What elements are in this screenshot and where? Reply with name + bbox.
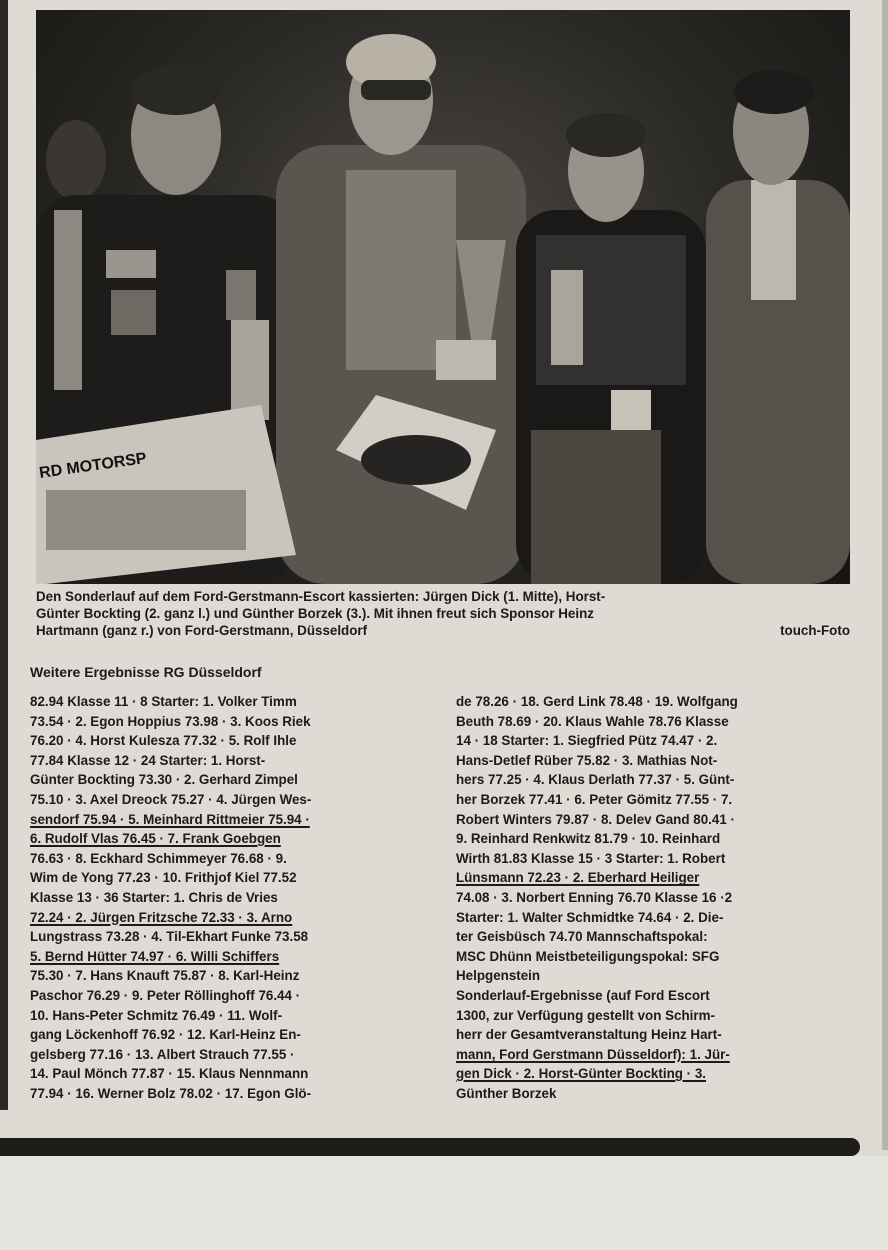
result-line: 72.24 · 2. Jürgen Fritzsche 72.33 · 3. Arno (30, 909, 293, 925)
photo-caption (36, 588, 850, 639)
caption-line: Günter Bockting (2. ganz l.) und Günther Borzek (3.). Mit ihnen freut sich Sponsor Heinz (36, 606, 594, 621)
article-heading: Weitere Ergebnisse RG Düsseldorf (30, 664, 262, 680)
article-column-right (456, 692, 848, 1103)
result-line: gang Löckenhoff 76.92 · 12. Karl-Heinz En- (30, 1027, 301, 1043)
result-line: 1300, zur Verfügung gestellt von Schirm- (456, 1007, 715, 1023)
clipping-left-edge (0, 0, 8, 1110)
result-line: Wirth 81.83 Klasse 15 · 3 Starter: 1. Robert (456, 850, 726, 866)
result-line: 76.20 · 4. Horst Kulesza 77.32 · 5. Rolf Ihle (30, 733, 297, 749)
article-column-left (30, 692, 415, 1103)
result-line: Wim de Yong 77.23 · 10. Frithjof Kiel 77.52 (30, 870, 297, 886)
result-line: Helpgenstein (456, 968, 541, 984)
result-line: 75.10 · 3. Axel Dreock 75.27 · 4. Jürgen Wes- (30, 791, 312, 807)
caption-line: Hartmann (ganz r.) von Ford-Gerstmann, Düsseldorf (36, 623, 368, 638)
result-line: 74.08 · 3. Norbert Enning 76.70 Klasse 16 ·2 (456, 889, 733, 905)
result-line: Lungstrass 73.28 · 4. Til-Ekhart Funke 73.58 (30, 929, 309, 945)
result-line: 5. Bernd Hütter 74.97 · 6. Willi Schiffers (30, 948, 280, 964)
result-line: 10. Hans-Peter Schmitz 76.49 · 11. Wolf- (30, 1007, 283, 1023)
blank-page-area (0, 1156, 888, 1250)
result-line: 14. Paul Mönch 77.87 · 15. Klaus Nennmann (30, 1066, 309, 1082)
result-line: Robert Winters 79.87 · 8. Delev Gand 80.41 · (456, 811, 735, 827)
result-line: gen Dick · 2. Horst-Günter Bockting · 3. (456, 1066, 706, 1082)
result-line: hers 77.25 · 4. Klaus Derlath 77.37 · 5. Günt- (456, 772, 735, 788)
result-line: 77.94 · 16. Werner Bolz 78.02 · 17. Egon Glö- (30, 1085, 312, 1101)
photo-credit: touch-Foto (780, 623, 850, 638)
result-line: gelsberg 77.16 · 13. Albert Strauch 77.55 · (30, 1046, 295, 1062)
result-line: Günter Bockting 73.30 · 2. Gerhard Zimpel (30, 772, 298, 788)
award-photo (36, 10, 850, 584)
result-line: Starter: 1. Walter Schmidtke 74.64 · 2. Die- (456, 909, 724, 925)
result-line: sendorf 75.94 · 5. Meinhard Rittmeier 75.94 · (30, 811, 310, 827)
result-line: Lünsmann 72.23 · 2. Eberhard Heiliger (456, 870, 700, 886)
result-line: 9. Reinhard Renkwitz 81.79 · 10. Reinhard (456, 831, 721, 847)
caption-line: Den Sonderlauf auf dem Ford-Gerstmann-Escort kassierten: Jürgen Dick (1. Mitte), Horst- (36, 589, 606, 604)
result-line: Hans-Detlef Rüber 75.82 · 3. Mathias Not- (456, 752, 718, 768)
result-line: Günther Borzek (456, 1085, 557, 1101)
result-line: her Borzek 77.41 · 6. Peter Gömitz 77.55 · 7. (456, 791, 733, 807)
result-line: mann, Ford Gerstmann Düsseldorf): 1. Jür- (456, 1046, 730, 1062)
result-line: 76.63 · 8. Eckhard Schimmeyer 76.68 · 9. (30, 850, 287, 866)
result-line: 6. Rudolf Vlas 76.45 · 7. Frank Goebgen (30, 831, 281, 847)
result-line: herr der Gesamtveranstaltung Heinz Hart- (456, 1027, 722, 1043)
result-line: Beuth 78.69 · 20. Klaus Wahle 78.76 Klasse (456, 713, 729, 729)
result-line: Klasse 13 · 36 Starter: 1. Chris de Vries (30, 889, 278, 905)
result-line: 82.94 Klasse 11 · 8 Starter: 1. Volker Timm (30, 694, 297, 709)
result-line: 77.84 Klasse 12 · 24 Starter: 1. Horst- (30, 752, 266, 768)
result-line: ter Geisbüsch 74.70 Mannschaftspokal: (456, 929, 708, 945)
page-divider-bar (0, 1138, 860, 1156)
clipping-right-edge (882, 0, 888, 1150)
photo-illustration (36, 10, 850, 584)
result-line: Sonderlauf-Ergebnisse (auf Ford Escort (456, 987, 710, 1003)
result-line: 14 · 18 Starter: 1. Siegfried Pütz 74.47 · 2. (456, 733, 718, 749)
banner-text: RD MOTORSP (38, 450, 148, 482)
result-line: MSC Dhünn Meistbeteiligungspokal: SFG (456, 948, 720, 964)
result-line: 73.54 · 2. Egon Hoppius 73.98 · 3. Koos Riek (30, 713, 311, 729)
result-line: 75.30 · 7. Hans Knauft 75.87 · 8. Karl-Heinz (30, 968, 300, 984)
result-line: Paschor 76.29 · 9. Peter Röllinghoff 76.44 · (30, 987, 301, 1003)
result-line: de 78.26 · 18. Gerd Link 78.48 · 19. Wolfgang (456, 694, 738, 709)
